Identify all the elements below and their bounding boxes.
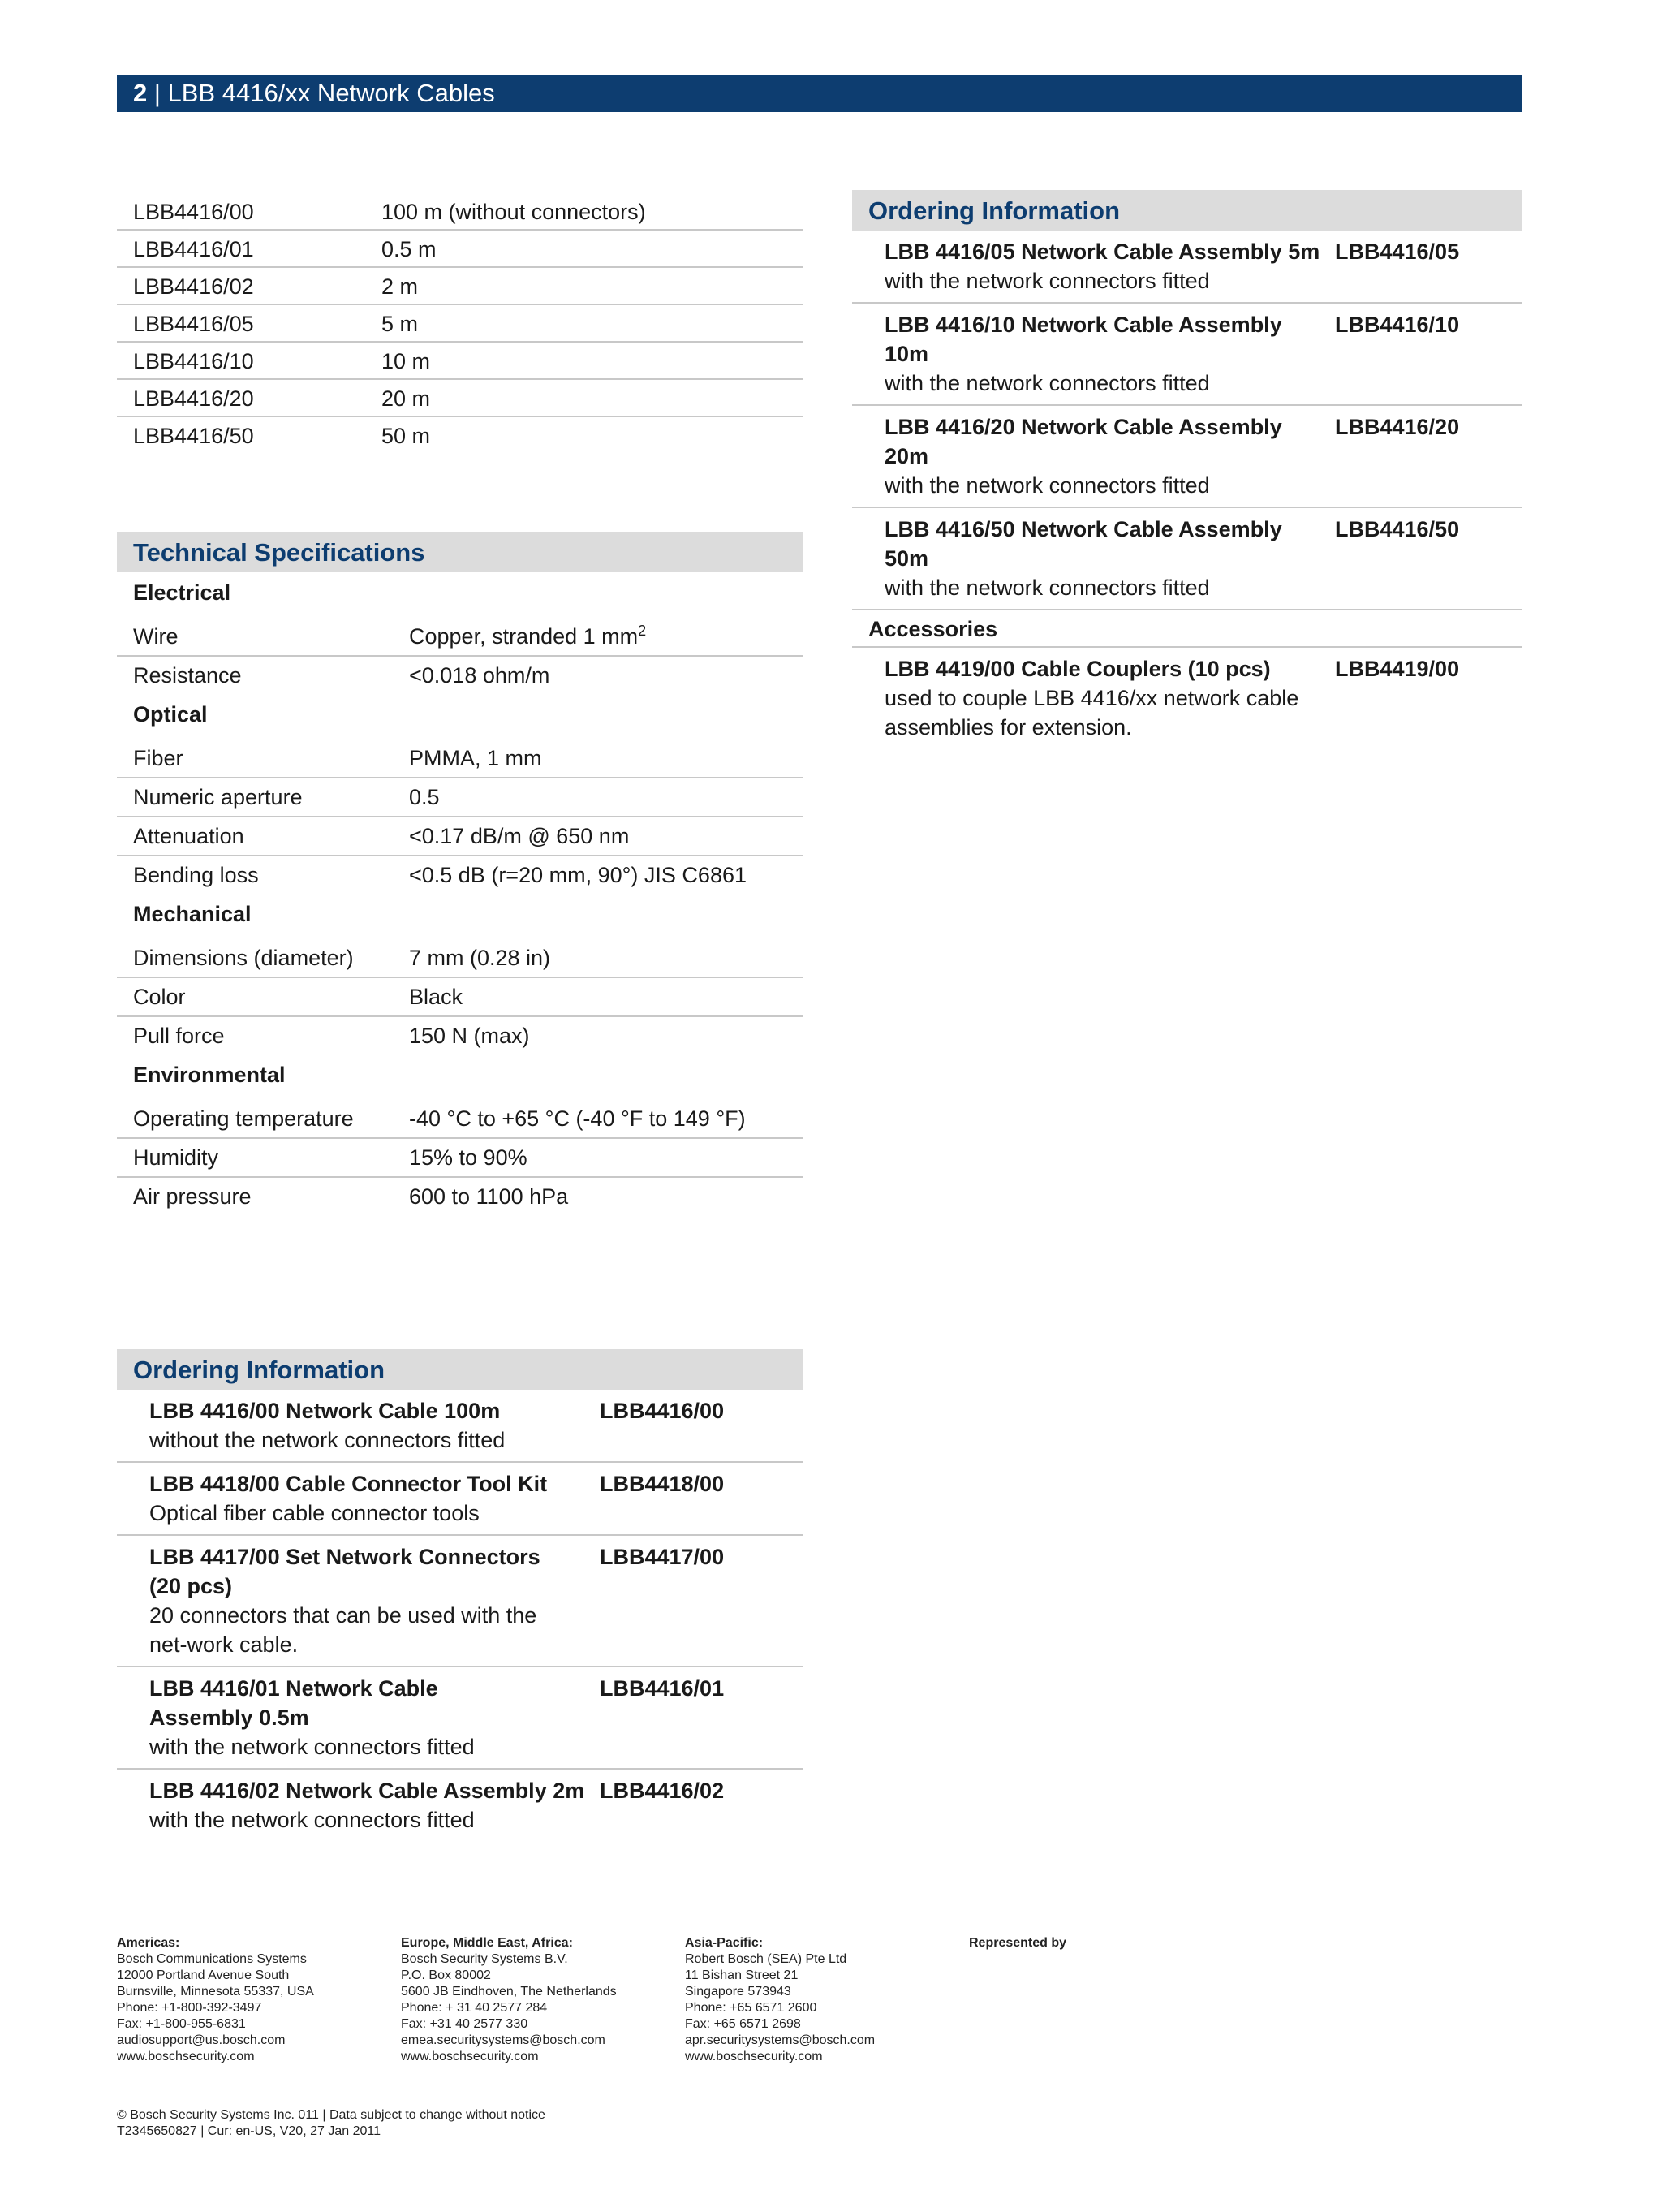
order-number: LBB4416/00 bbox=[600, 1399, 725, 1423]
order-number: LBB4417/00 bbox=[600, 1545, 725, 1569]
spec-label: Color bbox=[133, 985, 186, 1009]
order-number: LBB4418/00 bbox=[600, 1472, 725, 1496]
footer-line: 12000 Portland Avenue South bbox=[117, 1968, 290, 1982]
ordering-information-right bbox=[852, 190, 1522, 748]
page-header bbox=[117, 75, 1522, 112]
order-number: LBB4416/05 bbox=[1335, 239, 1460, 264]
spec-value: <0.5 dB (r=20 mm, 90°) JIS C6861 bbox=[409, 863, 747, 887]
footer-line: Phone: + 31 40 2577 284 bbox=[401, 2001, 548, 2015]
footer-americas bbox=[117, 1935, 314, 2065]
variant-row bbox=[117, 380, 803, 417]
document-id: T2345650827 | Cur: en-US, V20, 27 Jan 2011 bbox=[117, 2124, 381, 2138]
order-item bbox=[852, 508, 1522, 610]
section-title-ordering: Ordering Information bbox=[852, 190, 1522, 231]
variant-row bbox=[117, 268, 803, 305]
footer-email-link[interactable]: apr.securitysystems@bosch.com bbox=[685, 2033, 876, 2047]
variant-length: 10 m bbox=[381, 349, 431, 373]
variant-code: LBB4416/20 bbox=[133, 386, 254, 411]
variant-code: LBB4416/05 bbox=[133, 312, 254, 336]
subheading-environmental: Environmental bbox=[133, 1063, 286, 1087]
variant-row bbox=[117, 231, 803, 268]
spec-label: Wire bbox=[133, 624, 179, 649]
order-item-title: LBB 4416/20 Network Cable Assembly 20m bbox=[885, 415, 1282, 468]
spec-value: 15% to 90% bbox=[409, 1145, 527, 1170]
order-item bbox=[117, 1770, 803, 1841]
order-item bbox=[117, 1463, 803, 1536]
spec-value: -40 °C to +65 °C (-40 °F to 149 °F) bbox=[409, 1106, 746, 1131]
order-item bbox=[852, 304, 1522, 406]
variant-row bbox=[117, 417, 803, 455]
variant-length: 0.5 m bbox=[381, 237, 437, 261]
order-item bbox=[117, 1667, 803, 1770]
footer-region-heading: Europe, Middle East, Africa: bbox=[401, 1936, 573, 1950]
footer-emea bbox=[401, 1935, 617, 2065]
order-number: LBB4416/01 bbox=[600, 1676, 725, 1701]
footer-email-link[interactable]: audiosupport@us.bosch.com bbox=[117, 2033, 286, 2047]
spec-value: <0.17 dB/m @ 650 nm bbox=[409, 824, 630, 848]
variant-code: LBB4416/50 bbox=[133, 424, 254, 448]
subheading-accessories: Accessories bbox=[852, 610, 1522, 648]
order-number: LBB4416/20 bbox=[1335, 415, 1460, 439]
order-item bbox=[117, 1390, 803, 1463]
variant-code: LBB4416/02 bbox=[133, 274, 254, 299]
spec-label: Fiber bbox=[133, 746, 183, 770]
footer-line: P.O. Box 80002 bbox=[401, 1968, 491, 1982]
order-item-title: LBB 4418/00 Cable Connector Tool Kit bbox=[149, 1472, 548, 1496]
order-item-title: LBB 4416/01 Network Cable Assembly 0.5m bbox=[149, 1676, 438, 1730]
variant-row bbox=[117, 343, 803, 380]
order-item-title: LBB 4416/50 Network Cable Assembly 50m bbox=[885, 517, 1282, 571]
spec-value: Copper, stranded 1 $mm^2$ bbox=[409, 623, 647, 649]
order-item-title: LBB 4416/02 Network Cable Assembly 2m bbox=[149, 1779, 585, 1803]
technical-specifications bbox=[117, 532, 803, 1215]
spec-label: Bending loss bbox=[133, 863, 259, 887]
spec-row bbox=[117, 978, 803, 1017]
footer-line: Phone: +1-800-392-3497 bbox=[117, 2001, 262, 2015]
spec-value: 7 mm (0.28 in) bbox=[409, 946, 551, 970]
variant-length: 50 m bbox=[381, 424, 431, 448]
variant-length: 100 m (without connectors) bbox=[381, 200, 646, 224]
subheading-electrical: Electrical bbox=[133, 580, 231, 605]
footer-web-link[interactable]: www.boschsecurity.com bbox=[401, 2050, 539, 2063]
variants-table bbox=[117, 193, 803, 455]
order-item-title: LBB 4419/00 Cable Couplers (10 pcs) bbox=[885, 657, 1271, 681]
footer-line: Phone: +65 6571 2600 bbox=[685, 2001, 817, 2015]
order-item-desc: with the network connectors fitted bbox=[885, 269, 1210, 293]
variant-length: 5 m bbox=[381, 312, 419, 336]
footer-region-heading: Americas: bbox=[117, 1936, 180, 1950]
spec-row bbox=[117, 1139, 803, 1178]
spec-value: 0.5 bbox=[409, 785, 440, 809]
spec-value: PMMA, 1 mm bbox=[409, 746, 542, 770]
subheading-optical: Optical bbox=[133, 702, 208, 727]
spec-row-wire bbox=[117, 618, 803, 657]
footer-web-link[interactable]: www.boschsecurity.com bbox=[117, 2050, 255, 2063]
page-number: 2 bbox=[133, 79, 148, 107]
footer-line: 5600 JB Eindhoven, The Netherlands bbox=[401, 1985, 617, 1999]
footer-line: Robert Bosch (SEA) Pte Ltd bbox=[685, 1952, 847, 1966]
spec-label: Operating temperature bbox=[133, 1106, 354, 1131]
copyright-text: © Bosch Security Systems Inc. 011 | Data subject to change without notice bbox=[117, 2108, 545, 2122]
spec-row bbox=[117, 1178, 803, 1215]
spec-row bbox=[117, 1100, 803, 1139]
spec-label: Resistance bbox=[133, 663, 242, 688]
footer-line: Fax: +31 40 2577 330 bbox=[401, 2017, 528, 2031]
copyright-notice bbox=[117, 2107, 545, 2140]
order-item-desc: with the network connectors fitted bbox=[149, 1808, 475, 1832]
spec-label: Humidity bbox=[133, 1145, 219, 1170]
order-item-title: LBB 4416/00 Network Cable 100m bbox=[149, 1399, 501, 1423]
variant-code: LBB4416/00 bbox=[133, 200, 254, 224]
footer-line: Bosch Communications Systems bbox=[117, 1952, 307, 1966]
spec-row-resistance bbox=[117, 657, 803, 694]
header-separator: | bbox=[147, 79, 168, 107]
spec-row bbox=[117, 856, 803, 894]
footer-line: 11 Bishan Street 21 bbox=[685, 1968, 799, 1982]
spec-row bbox=[117, 739, 803, 778]
spec-label: Air pressure bbox=[133, 1184, 252, 1209]
spec-label: Attenuation bbox=[133, 824, 244, 848]
variant-code: LBB4416/10 bbox=[133, 349, 254, 373]
order-item-desc: with the network connectors fitted bbox=[885, 371, 1210, 395]
spec-label: Numeric aperture bbox=[133, 785, 303, 809]
footer-represented-by bbox=[969, 1935, 1066, 1951]
order-number: LBB4416/02 bbox=[600, 1779, 725, 1803]
spec-row bbox=[117, 939, 803, 978]
spec-row bbox=[117, 817, 803, 856]
subheading-mechanical: Mechanical bbox=[133, 902, 252, 926]
spec-value: Black bbox=[409, 985, 463, 1009]
footer-line: Fax: +1-800-955-6831 bbox=[117, 2017, 246, 2031]
ordering-information-left bbox=[117, 1349, 803, 1841]
order-item-desc: with the network connectors fitted bbox=[885, 576, 1210, 600]
footer-line: Burnsville, Minnesota 55337, USA bbox=[117, 1985, 314, 1999]
variant-length: 2 m bbox=[381, 274, 419, 299]
variant-row bbox=[117, 305, 803, 343]
section-title-ordering: Ordering Information bbox=[117, 1349, 803, 1390]
order-item bbox=[852, 406, 1522, 508]
spec-label: Dimensions (diameter) bbox=[133, 946, 354, 970]
spec-row bbox=[117, 1017, 803, 1054]
spec-label: Pull force bbox=[133, 1024, 225, 1048]
footer-line: Fax: +65 6571 2698 bbox=[685, 2017, 801, 2031]
footer-line: Bosch Security Systems B.V. bbox=[401, 1952, 568, 1966]
order-number: LBB4419/00 bbox=[1335, 657, 1460, 681]
variant-length: 20 m bbox=[381, 386, 431, 411]
document-title: LBB 4416/xx Network Cables bbox=[167, 79, 495, 107]
footer-web-link[interactable]: www.boschsecurity.com bbox=[685, 2050, 823, 2063]
order-item-title: LBB 4417/00 Set Network Connectors (20 pcs) bbox=[149, 1545, 540, 1598]
represented-by-label: Represented by bbox=[969, 1936, 1067, 1950]
variant-row bbox=[117, 193, 803, 231]
order-item bbox=[852, 648, 1522, 748]
footer-email-link[interactable]: emea.securitysystems@bosch.com bbox=[401, 2033, 605, 2047]
footer-apac bbox=[685, 1935, 875, 2065]
spec-row bbox=[117, 778, 803, 817]
order-item-title: LBB 4416/05 Network Cable Assembly 5m bbox=[885, 239, 1320, 264]
spec-value: <0.018 ohm/m bbox=[409, 663, 550, 688]
order-item bbox=[117, 1536, 803, 1667]
order-item-desc: used to couple LBB 4416/xx network cable assemblies for extension. bbox=[885, 686, 1299, 739]
section-title-tech-specs: Technical Specifications bbox=[117, 532, 803, 572]
order-item-title: LBB 4416/10 Network Cable Assembly 10m bbox=[885, 313, 1282, 366]
order-item-desc: without the network connectors fitted bbox=[149, 1428, 506, 1452]
order-item-desc: 20 connectors that can be used with the net-work cable. bbox=[149, 1603, 537, 1657]
order-number: LBB4416/50 bbox=[1335, 517, 1460, 541]
order-item-desc: with the network connectors fitted bbox=[885, 473, 1210, 498]
spec-value: 150 N (max) bbox=[409, 1024, 530, 1048]
variant-code: LBB4416/01 bbox=[133, 237, 254, 261]
order-item-desc: with the network connectors fitted bbox=[149, 1735, 475, 1759]
order-item bbox=[852, 231, 1522, 304]
footer-region-heading: Asia-Pacific: bbox=[685, 1936, 764, 1950]
footer-line: Singapore 573943 bbox=[685, 1985, 791, 1999]
spec-value: 600 to 1100 hPa bbox=[409, 1184, 569, 1209]
order-item-desc: Optical fiber cable connector tools bbox=[149, 1501, 480, 1525]
order-number: LBB4416/10 bbox=[1335, 313, 1460, 337]
